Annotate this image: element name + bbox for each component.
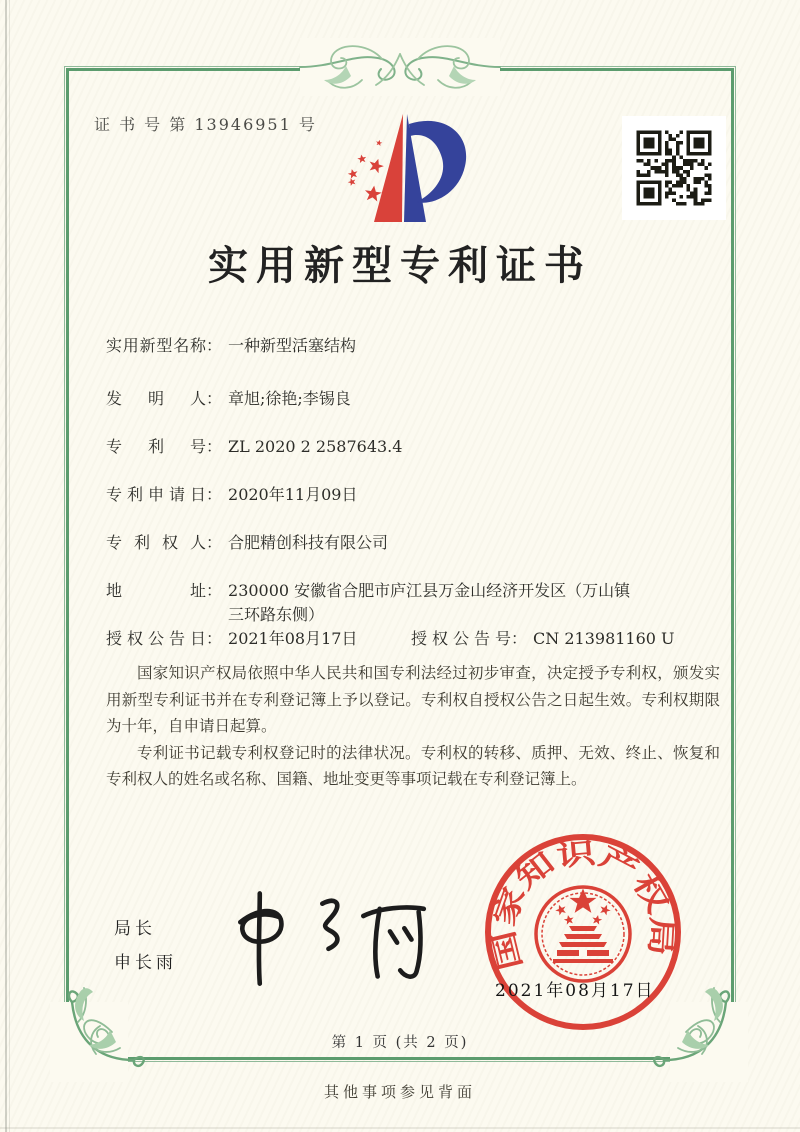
field-colon: ：	[206, 485, 223, 504]
field-colon: ：	[206, 437, 223, 456]
cnipa-logo-icon	[334, 112, 484, 227]
field-colon: ：	[206, 629, 223, 648]
field-value: 合肥精创科技有限公司	[228, 533, 389, 552]
field-row-patentee	[106, 531, 722, 555]
certificate-number: 证 书 号 第 13946951 号	[94, 115, 317, 134]
top-flourish-ornament	[278, 30, 522, 106]
field-value: 230000 安徽省合肥市庐江县万金山经济开发区（万山镇三环路东侧）	[228, 581, 631, 624]
field-row-address	[106, 579, 722, 627]
field-value: 2021年08月17日	[228, 629, 358, 648]
field-label: 专利号	[106, 437, 206, 456]
scan-edge-shadow	[5, 0, 7, 1132]
field-value: 章旭;徐艳;李锡良	[228, 389, 351, 408]
national-emblem-icon	[536, 887, 630, 981]
field-row-name	[106, 334, 722, 358]
back-note: 其他事项参见背面	[323, 1083, 476, 1101]
field-label: 专利申请日	[106, 485, 206, 504]
field-list	[106, 334, 722, 675]
field-value: 2020年11月09日	[228, 485, 358, 504]
field-colon: ：	[206, 581, 223, 600]
legal-paragraph-1: 国家知识产权局依照中华人民共和国专利法经过初步审查，决定授予专利权，颁发实用新型专利证书并在专利登记簿上予以登记。专利权自授权公告之日起生效。专利权期限为十年，自申请日起算。	[106, 664, 720, 735]
field-value: CN 213981160 U	[533, 629, 675, 648]
field-value: ZL 2020 2 2587643.4	[228, 437, 403, 456]
field-colon: ：	[206, 533, 223, 552]
seal-text: 国家知识产权局	[486, 836, 679, 974]
scan-bottom-shadow	[0, 1127, 800, 1129]
field-colon: ：	[511, 629, 528, 648]
field-label: 地址	[106, 581, 206, 600]
field-row-inventors	[106, 387, 722, 411]
field-colon: ：	[206, 336, 223, 355]
seal-date: 2021年08月17日	[495, 981, 655, 1001]
handwritten-signature	[228, 884, 433, 989]
cnipa-seal	[481, 830, 685, 1034]
bottom-left-flourish-ornament	[50, 970, 162, 1082]
field-row-grant	[106, 627, 722, 651]
field-row-patent-number	[106, 435, 722, 459]
page-number: 第 1 页 (共 2 页)	[331, 1035, 469, 1051]
field-value: 一种新型活塞结构	[228, 336, 357, 355]
qr-code	[622, 116, 726, 220]
field-row-filing-date	[106, 483, 722, 507]
field-colon: ：	[206, 389, 223, 408]
legal-paragraph-2: 专利证书记载专利权登记时的法律状况。专利权的转移、质押、无效、终止、恢复和专利权人的姓名或名称、国籍、地址变更等事项记载在专利登记簿上。	[106, 743, 720, 788]
certificate-title: 实用新型专利证书	[208, 242, 592, 289]
field-label: 授权公告日	[106, 629, 206, 648]
field-label: 专利权人	[106, 533, 206, 552]
field-label: 授权公告号	[411, 629, 511, 648]
field-label: 实用新型名称	[106, 336, 206, 355]
scan-edge-shadow-2	[9, 0, 10, 1132]
signer-name: 申长雨	[114, 953, 177, 973]
field-label: 发明人	[106, 389, 206, 408]
signer-title: 局长	[114, 919, 156, 939]
field-grant-number	[411, 627, 675, 651]
legal-text	[106, 660, 720, 793]
